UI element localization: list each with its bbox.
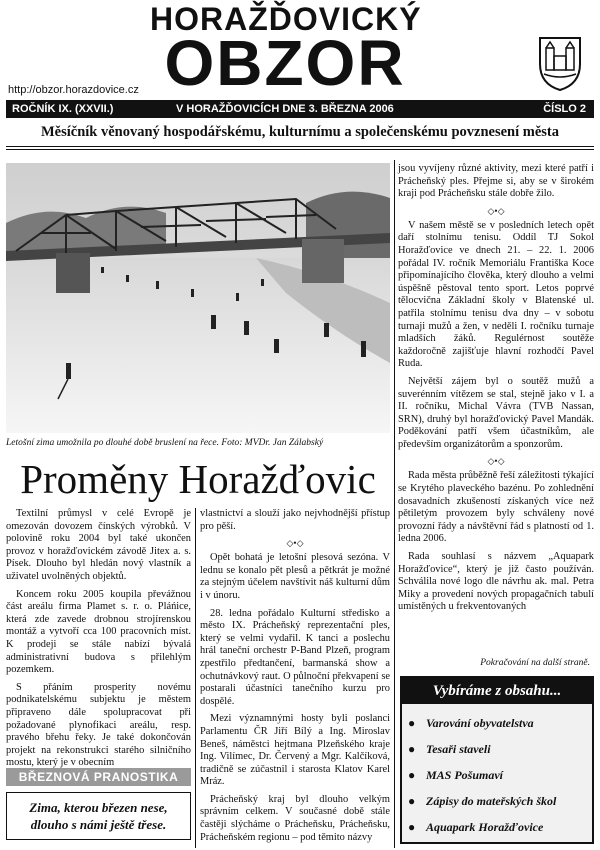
photo-caption: Letošní zima umožnila po dlouhé době bruslení na řece. Foto: MVDr. Jan Zálabský (6, 438, 324, 448)
masthead-title-line2: OBZOR (164, 27, 406, 99)
contents-item[interactable]: ● Tesaři staveli (408, 736, 592, 762)
paragraph: Mezi významnými hosty byli poslanci Parlamentu ČR Jiří Bílý a Ing. Miroslav Beneš, náměstci hejtmana Plzeňského kraje Ing. Vilímec, Dr. Červený a Mgr. Kalčíková, tradičně se zúčastnil i starosta Klatov Karel Mráz. (200, 713, 390, 788)
contents-item[interactable]: ● MAS Pošumaví (408, 762, 592, 788)
issue-date: V HORAŽĎOVICÍCH DNE 3. BŘEZNA 2006 (176, 103, 394, 115)
paragraph: Koncem roku 2005 koupila převážnou část areálu firma Plamet s. r. o. Pláńice, která zde zavede drobnou strojírenskou montáž a vytvoří cca 100 pracovních míst. K prodeji se stále nabízí bývalá administrativní budova s přilehlým pozemkem. (6, 588, 191, 676)
top-rule-2 (6, 149, 594, 150)
paragraph: Největší zájem byl o soutěž mužů a suverénním vítězem se stal, stejně jako v I. a II. ročníku, Michal Vávra (TVB Nassan, SRN), druhý byl horažďovický Pavel Mandák. Poděkování patří všem účastníkům, ale především organizátorům a sponzorům. (398, 375, 594, 450)
pranostika-line2: dlouho s námi ještě třese. (30, 817, 167, 832)
article-column-3 (398, 163, 594, 619)
website-url[interactable]: http://obzor.horazdovice.cz (8, 84, 139, 96)
ornament-separator: ◇•◇ (487, 456, 505, 467)
issue-number: ČÍSLO 2 (543, 103, 586, 115)
paragraph: S přáním prosperity novému podnikatelskému subjektu je městem připraveno dále spolupracovat při požadované plynofikaci areálu, resp. pravého břehu řeky. Je také dokončován projekt na rekonstrukci starého silničního mostu, který je v obecním (6, 681, 191, 769)
bullet-icon: ● (408, 794, 416, 808)
issue-info-band (6, 100, 594, 118)
paragraph: V našem městě se v posledních letech opět daří stolnímu tenisu. Oddíl TJ Sokol Horažďovice ve dnech 21. – 22. 1. 2006 pořádal IV. ročník Memoriálu Františka Koce připomínajícího člověka, který dlouho a velmi úspěšně pěstoval tento sport. Letos poprvé tělocvična Základní školy v Blatenské ul. patřila stolnímu tenisu dva dny – v sobotu turnaji mužů a žen, v neděli I. ročníku turnaje mladších žáků. Regulérnost soutěže každoročně zajišťuje hlavní rozhodčí Pavel Ruda. (398, 219, 594, 370)
column-divider (195, 508, 196, 848)
paragraph: vlastnictví a slouží jako nejvhodnější přístup pro pěší. (200, 508, 390, 532)
column-divider (394, 160, 395, 848)
paragraph: Rada města průběžně řeší záležitosti týkající se Krytého plaveckého bazénu. Po zohlednění dosavadních zkušeností získaných více než pětiletým provozem byly schváleny nové provozní řády a návštěvní řád s platností od 1. ledna 2006. (398, 470, 594, 545)
town-crest-icon (536, 34, 584, 92)
paragraph: Prácheňský kraj byl dlouho velkým správním celkem. V současné době stále častěji slýcháme o Prácheňsku, Prácheňsku, Prácheňském regionu – pod těmito názvy (200, 793, 390, 843)
contents-list (402, 704, 592, 840)
article-column-2 (200, 508, 390, 849)
contents-item[interactable]: ● Varování obyvatelstva (408, 710, 592, 736)
contents-box (400, 676, 594, 844)
article-column-1 (6, 508, 191, 775)
paragraph: Textilní průmysl v celé Evropě je omezován dovozem čínských výrobků. V polovině roku 2004 byl také ukončen provoz v horažďovickém závodě Jitex a. s. Písek. Dlouho byl hledán nový vlastník a uživatel uvolněných objektů. (6, 508, 191, 582)
contents-item[interactable]: ● Zápisy do mateřských škol (408, 788, 592, 814)
pranostika-label: BŘEZNOVÁ PRANOSTIKA (6, 768, 191, 786)
main-headline: Proměny Horažďovic (20, 456, 376, 502)
paragraph: 28. ledna pořádalo Kulturní středisko a město IX. Prácheňský reprezentační ples, který se velmi vydařil. K tanci a poslechu hrál taneční orchestr P-Band Plzeň, program zpestřilo předtančení, barmanská show a ochutnávkový raut. O půlnoční překvapení se postarali účastníci tanečního kurzu pro dospělé. (200, 607, 390, 707)
top-rule (6, 146, 594, 147)
pranostika-line1: Zima, kterou březen nese, (29, 800, 168, 815)
continued-note: Pokračování na další straně. (480, 658, 590, 668)
front-photo (6, 163, 390, 433)
pranostika-box (6, 792, 191, 840)
ornament-separator: ◇•◇ (487, 205, 505, 216)
issue-volume: ROČNÍK IX. (XXVII.) (12, 103, 114, 115)
bullet-icon: ● (408, 742, 416, 756)
paragraph: jsou vyvíjeny různé aktivity, mezi které patří i Prácheňský ples. Přejme si, aby se v širokém kraji pod Prácheňsku stále dobře žilo. (398, 163, 594, 200)
paragraph: Rada souhlasí s názvem „Aquapark Horažďovice“, který je již často používán. Schválila nové logo dle návrhu ak. mal. Petra Miky a provedení nových propagačních tabulí umístěných u frekventovaných (398, 551, 594, 613)
bullet-icon: ● (408, 768, 416, 782)
ornament-separator: ◇•◇ (286, 538, 304, 549)
contents-heading: Vybíráme z obsahu... (402, 678, 592, 704)
paragraph: Opět bohatá je letošní plesová sezóna. V lednu se konalo pět plesů a pětkrát je možné za stejným účelem navštívit náš kulturní dům i v únoru. (200, 552, 390, 601)
bullet-icon: ● (408, 716, 416, 730)
paper-subtitle: Měsíčník věnovaný hospodářskému, kulturnímu a společenskému povznesení města (40, 124, 560, 140)
contents-item[interactable]: ● Aquapark Horažďovice (408, 814, 592, 840)
bullet-icon: ● (408, 820, 416, 834)
masthead-title-line1: HORAŽĎOVICKÝ (150, 1, 422, 37)
